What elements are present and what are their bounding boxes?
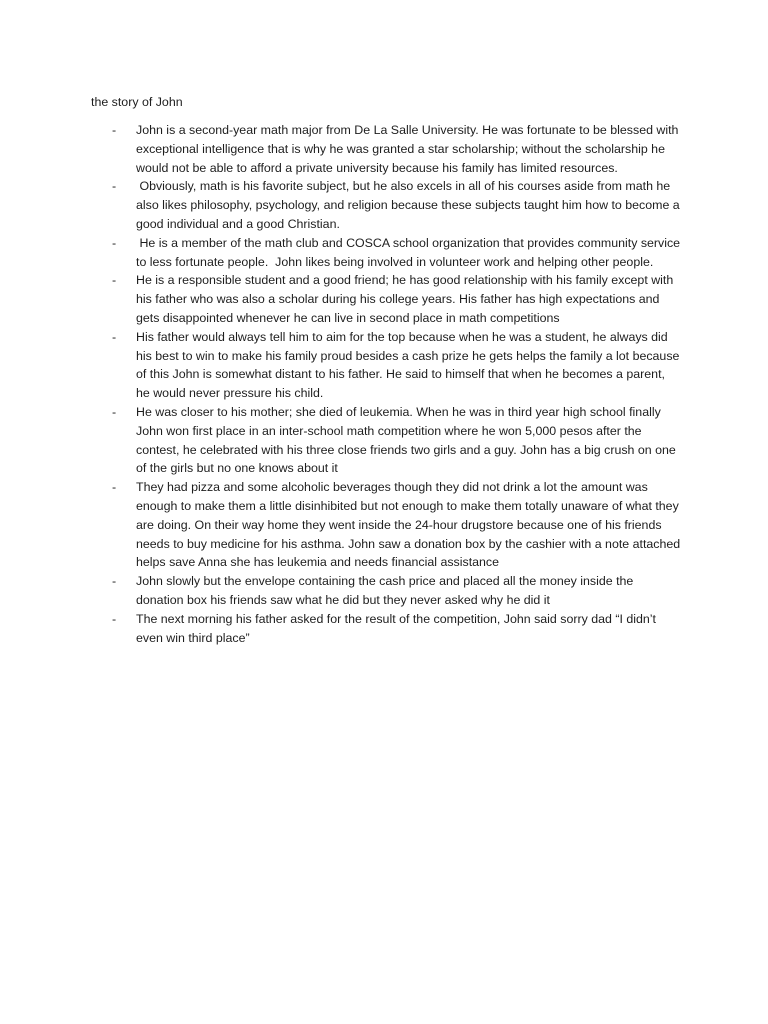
list-item xyxy=(91,121,681,177)
bullet-dash: - xyxy=(112,404,117,419)
list-item xyxy=(91,177,684,233)
bullet-dash: - xyxy=(112,574,117,589)
list-item-text: He is a member of the math club and COSCA school organization that provides community service to less fortunate people. John likes being involved in volunteer work and helping other people. xyxy=(136,235,684,269)
bullet-dash: - xyxy=(112,611,117,626)
list-item-text: John slowly but the envelope containing the cash price and placed all the money inside the donation box his friends saw what he did but they never asked why he did it xyxy=(136,574,637,607)
bullet-dash: - xyxy=(112,480,117,495)
list-item-text: John is a second-year math major from De La Salle University. He was fortunate to be blessed with exceptional intelligence that is why he was granted a star scholarship; without the scholarship he would not be able to afford a private university because his family has limited resources. xyxy=(136,123,682,175)
bullet-dash: - xyxy=(112,273,117,288)
list-item xyxy=(91,234,684,272)
list-item-text: Obviously, math is his favorite subject, but he also excels in all of his courses aside from math he also likes philosophy, psychology, and religion because these subjects taught him how to become a good individual and a good Christian. xyxy=(136,179,684,231)
list-item xyxy=(91,403,681,478)
list-item-text: The next morning his father asked for the result of the competition, John said sorry dad “I didn’t even win third place” xyxy=(136,611,660,645)
bullet-dash: - xyxy=(112,179,117,194)
list-item xyxy=(91,572,681,610)
document-title: the story of John xyxy=(91,95,183,109)
list-item xyxy=(91,328,681,403)
bullet-dash: - xyxy=(112,329,117,344)
bullet-dash: - xyxy=(112,235,117,250)
list-item-text: His father would always tell him to aim for the top because when he was a student, he always did his best to win to make his family proud besides a cash prize he gets helps the family a lot because of this John is somewhat distant to his father. He said to himself that when he becomes a parent, he would never pressure his child. xyxy=(136,329,683,401)
list-item xyxy=(91,610,681,648)
list-item-text: He is a responsible student and a good friend; he has good relationship with his family except with his father who was also a scholar during his college years. His father has high expectations and gets disappointed whenever he can live in second place in math competitions xyxy=(136,273,677,325)
list-item xyxy=(91,478,684,572)
list-item-text: They had pizza and some alcoholic beverages though they did not drink a lot the amount was enough to make them a little disinhibited but not enough to make them totally unaware of what they are doing. On their way home they went inside the 24-hour drugstore because one of his friends needs to buy medicine for his asthma. John saw a donation box by the cashier with a note attached helps save Anna she has leukemia and needs financial assistance xyxy=(136,480,684,570)
list-item xyxy=(91,271,681,327)
bullet-dash: - xyxy=(112,123,117,137)
story-bullet-list xyxy=(91,121,684,647)
list-item-text: He was closer to his mother; she died of leukemia. When he was in third year high school finally John won first place in an inter-school math competition where he won 5,000 pesos after the contest, he celebrated with his three close friends two girls and a guy. John has a big crush on one of the girls but no one knows about it xyxy=(136,404,680,476)
